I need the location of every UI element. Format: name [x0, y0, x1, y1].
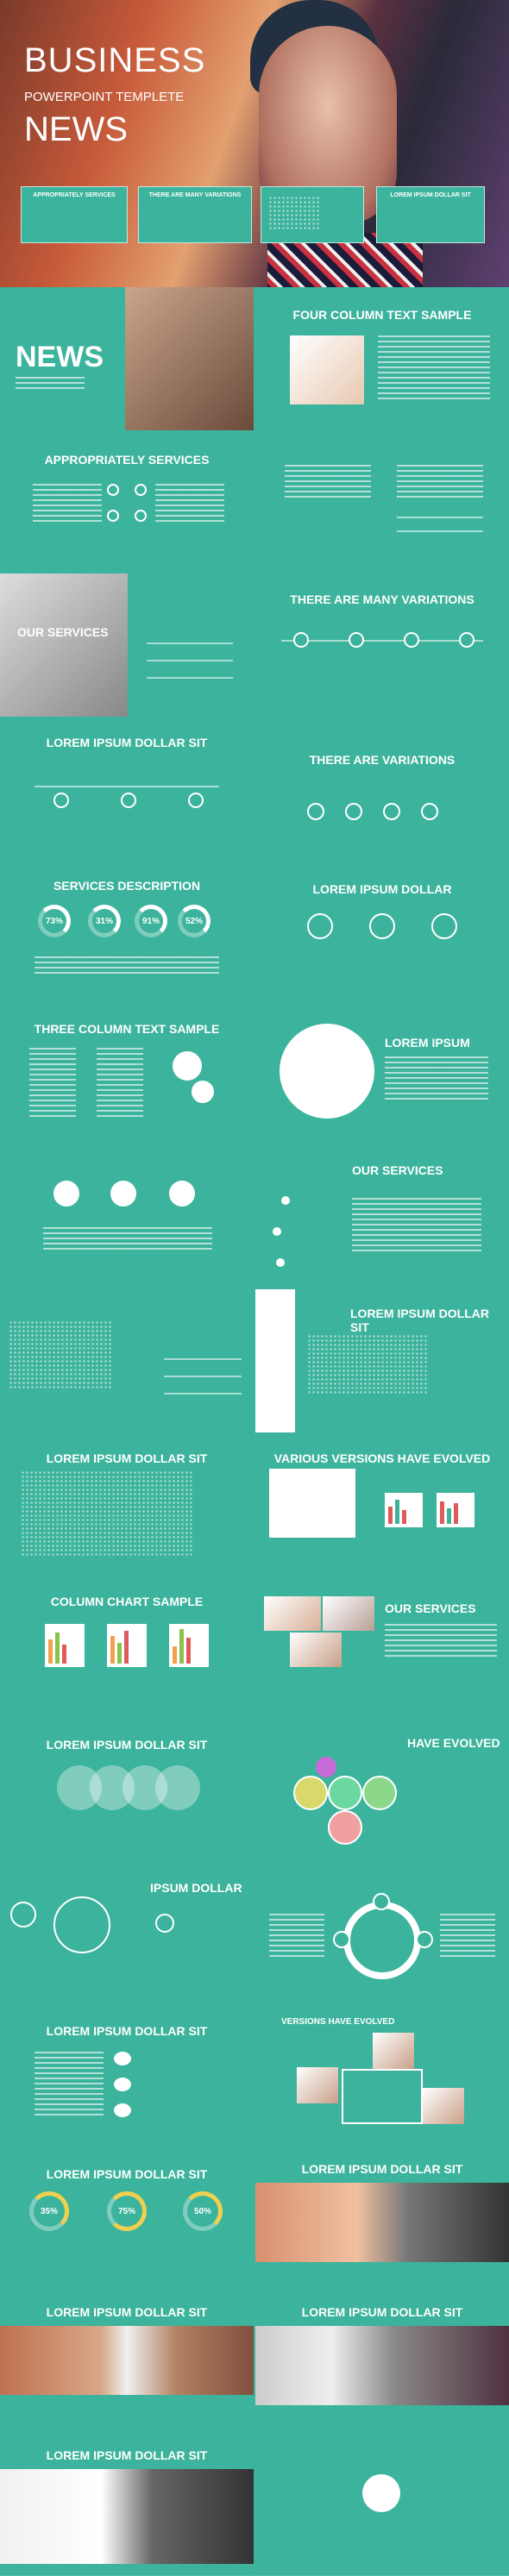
thumb-slide-3[interactable] [261, 186, 364, 243]
service-icon [135, 510, 147, 522]
keyboard-photo [0, 573, 128, 717]
progress-line [164, 1358, 242, 1360]
body-text [352, 1198, 481, 1253]
slide-cycle [255, 1862, 509, 2006]
green-circle-2 [362, 1776, 397, 1810]
slide-title: VARIOUS VERSIONS HAVE EVOLVED [273, 1451, 491, 1465]
chat-icon [192, 1081, 214, 1103]
slide-lorem-sit-9 [255, 2291, 509, 2435]
timeline-node [404, 632, 419, 648]
yellow-circle [293, 1776, 328, 1810]
service-icon [135, 484, 147, 496]
slide-lorem-sit-3 [0, 1432, 254, 1576]
slide-thank-you [255, 2435, 509, 2576]
slide-three-column [0, 1003, 254, 1147]
user-icon [169, 1181, 195, 1207]
people-photo [290, 1633, 342, 1667]
slide-our-services-2 [255, 1146, 509, 1290]
slide-title: LOREM IPSUM DOLLAR SIT [46, 2305, 208, 2319]
slide-title: LOREM IPSUM DOLLAR SIT [46, 2448, 208, 2462]
phone-photo [0, 2326, 254, 2395]
step-tag [114, 2103, 131, 2117]
devices-photo [0, 2469, 254, 2564]
node [281, 1196, 290, 1205]
purple-circle [316, 1757, 336, 1777]
icon-circle [10, 1902, 36, 1927]
percent-ring: 73% [38, 905, 71, 937]
body-text [33, 484, 102, 522]
slide-lorem-sit-7 [255, 2148, 509, 2292]
icon-circle [155, 1914, 174, 1933]
slide-title: LOREM IPSUM DOLLAR SIT [46, 736, 208, 749]
node [273, 1227, 281, 1236]
body-text [43, 1227, 212, 1250]
service-icon [107, 484, 119, 496]
white-panel [255, 1289, 295, 1432]
slide-title: LOREM IPSUM DOLLAR SIT [350, 1307, 489, 1334]
person-photo [290, 335, 364, 404]
slide-title: FOUR COLUMN TEXT SAMPLE [292, 308, 472, 322]
body-text [29, 1048, 76, 1117]
slide-title: LOREM IPSUM DOLLAR [312, 882, 452, 896]
slide-title: SERVICES DESCRIPTION [53, 879, 201, 893]
column-chart [107, 1624, 147, 1667]
progress-line [397, 530, 483, 532]
slide-title: LOREM IPSUM DOLLAR SIT [46, 1738, 208, 1752]
slide-title: VERSIONS HAVE EVOLVED [281, 2017, 395, 2027]
slide-our-services-3 [255, 1576, 509, 1720]
body-text [269, 1914, 324, 1957]
percent-ring: 75% [107, 2191, 147, 2231]
percent-ring: 52% [178, 905, 211, 937]
slide-title: OUR SERVICES [352, 1163, 443, 1177]
world-map [21, 1470, 193, 1557]
hex-frame [342, 2069, 423, 2124]
percent-ring: 35% [29, 2191, 69, 2231]
hands-icon [362, 2474, 400, 2512]
tablet-photo [255, 2183, 509, 2262]
slide-title: THERE ARE MANY VARIATIONS [290, 592, 474, 606]
slide-title: COLUMN CHART SAMPLE [50, 1595, 204, 1608]
thumb-title: APPROPRIATELY SERVICES [33, 192, 116, 198]
slide-ipsum-dollar [0, 1862, 254, 2006]
slide-news [0, 287, 254, 431]
slide-title: LOREM IPSUM DOLLAR SIT [46, 2024, 208, 2038]
slide-icons [0, 1146, 254, 1290]
cycle-node [373, 1893, 390, 1910]
usa-map-card [269, 1469, 355, 1538]
slide-services-description [0, 860, 254, 1004]
body-text [397, 465, 483, 499]
body-text [35, 956, 219, 974]
timeline [281, 640, 483, 642]
body-text [97, 1048, 143, 1117]
hero-title: BUSINESS [24, 41, 206, 79]
progress-line [164, 1393, 242, 1395]
gear-icon [173, 1051, 202, 1081]
slide-lorem-sit-2 [255, 1289, 509, 1433]
gear-icon [110, 1181, 136, 1207]
world-map [9, 1320, 112, 1389]
thumb-slide-1[interactable] [21, 186, 128, 243]
slide-our-services [0, 573, 254, 718]
percent-ring: 50% [183, 2191, 223, 2231]
pink-circle [328, 1810, 362, 1845]
progress-line [147, 642, 233, 644]
pen-icon [53, 1181, 79, 1207]
progress-line [147, 660, 233, 661]
step-tag [114, 2052, 131, 2065]
percent-ring: 31% [88, 905, 121, 937]
body-text [35, 2052, 104, 2117]
body-text [16, 377, 85, 389]
people-photo [264, 1596, 321, 1631]
slide-lorem-sit-6 [0, 2148, 254, 2292]
icon-circle [307, 803, 324, 820]
body-text [385, 1624, 497, 1658]
slide-title: NEWS [16, 341, 104, 373]
thumb-slide-4[interactable] [376, 186, 485, 243]
service-icon [107, 510, 119, 522]
slide-title: LOREM IPSUM [385, 1036, 470, 1050]
timeline-node [188, 793, 204, 808]
step-tag [114, 2078, 131, 2091]
mini-chart [437, 1493, 474, 1527]
hero-subtitle: POWERPOINT TEMPLETE [24, 90, 185, 104]
slide-title: APPROPRIATELY SERVICES [44, 453, 210, 467]
progress-line [397, 517, 483, 518]
slide-lorem-ipsum [255, 1003, 509, 1147]
pen-icon [369, 913, 395, 939]
slide-appropriately [0, 430, 509, 574]
hero-banner [0, 0, 509, 287]
slide-versions-evolved [255, 2005, 509, 2149]
thumb-title: THERE ARE MANY VARIATIONS [148, 192, 242, 198]
hex-photo [297, 2067, 338, 2103]
slide-many-variations [255, 573, 509, 718]
column-chart [45, 1624, 85, 1667]
green-circle [328, 1776, 362, 1810]
body-text [285, 465, 371, 499]
timeline-node [293, 632, 309, 648]
slide-title: LOREM IPSUM DOLLAR SIT [46, 2167, 208, 2181]
timeline-node [121, 793, 136, 808]
slide-lorem-sit-5 [0, 2005, 254, 2149]
slide-four-column [255, 287, 509, 431]
slide-have-evolved [255, 1719, 509, 1863]
slide-lorem-sit-10 [0, 2435, 254, 2576]
slide-world-map [0, 1289, 254, 1433]
timeline-node [459, 632, 474, 648]
cycle-node [333, 1931, 350, 1948]
people-photo [323, 1596, 374, 1631]
slide-lorem-dollar [255, 860, 509, 1004]
body-text [385, 1056, 488, 1103]
slide-title: OUR SERVICES [17, 625, 109, 639]
body-text [378, 335, 490, 401]
world-map [268, 196, 320, 230]
timeline-node [53, 793, 69, 808]
slide-title: THERE ARE VARIATIONS [309, 753, 456, 767]
cycle-ring [343, 1902, 421, 1979]
speech-bubble [280, 1024, 374, 1119]
slide-title: HAVE EVOLVED [407, 1736, 500, 1750]
bird-icon [431, 913, 457, 939]
woman-photo [255, 2326, 509, 2405]
slide-title: LOREM IPSUM DOLLAR SIT [301, 2162, 463, 2176]
node [276, 1258, 285, 1267]
slide-title: IPSUM DOLLAR [150, 1881, 242, 1895]
world-map [307, 1334, 428, 1395]
thumb-title: LOREM IPSUM DOLLAR SIT [390, 192, 471, 198]
slide-title: THREE COLUMN TEXT SAMPLE [34, 1022, 220, 1036]
icon-circle [383, 803, 400, 820]
cycle-node [416, 1931, 433, 1948]
thumb-slide-2[interactable] [138, 186, 252, 243]
slide-lorem-sit [0, 717, 254, 861]
hex-photo [373, 2033, 414, 2069]
icon-circle [345, 803, 362, 820]
pin-icon [307, 913, 333, 939]
timeline [35, 786, 219, 787]
percent-ring: 91% [135, 905, 167, 937]
center-circle [53, 1896, 110, 1953]
slide-lorem-sit-8 [0, 2291, 254, 2435]
slide-various-versions [255, 1432, 509, 1576]
bird-circle [155, 1765, 200, 1810]
column-chart [169, 1624, 209, 1667]
slide-title: LOREM IPSUM DOLLAR SIT [301, 2305, 463, 2319]
hero-title-2: NEWS [24, 110, 128, 148]
portrait-photo [125, 287, 254, 430]
hex-photo [423, 2088, 464, 2124]
timeline-node [349, 632, 364, 648]
slide-column-chart [0, 1576, 254, 1720]
body-text [155, 484, 224, 522]
slide-title: OUR SERVICES [385, 1601, 476, 1615]
progress-line [147, 677, 233, 679]
progress-line [164, 1376, 242, 1377]
slide-title: LOREM IPSUM DOLLAR SIT [46, 1451, 208, 1465]
slide-there-variations [255, 717, 509, 861]
body-text [440, 1914, 495, 1957]
icon-circle [421, 803, 438, 820]
mini-chart [385, 1493, 423, 1527]
slide-lorem-sit-4 [0, 1719, 254, 1863]
